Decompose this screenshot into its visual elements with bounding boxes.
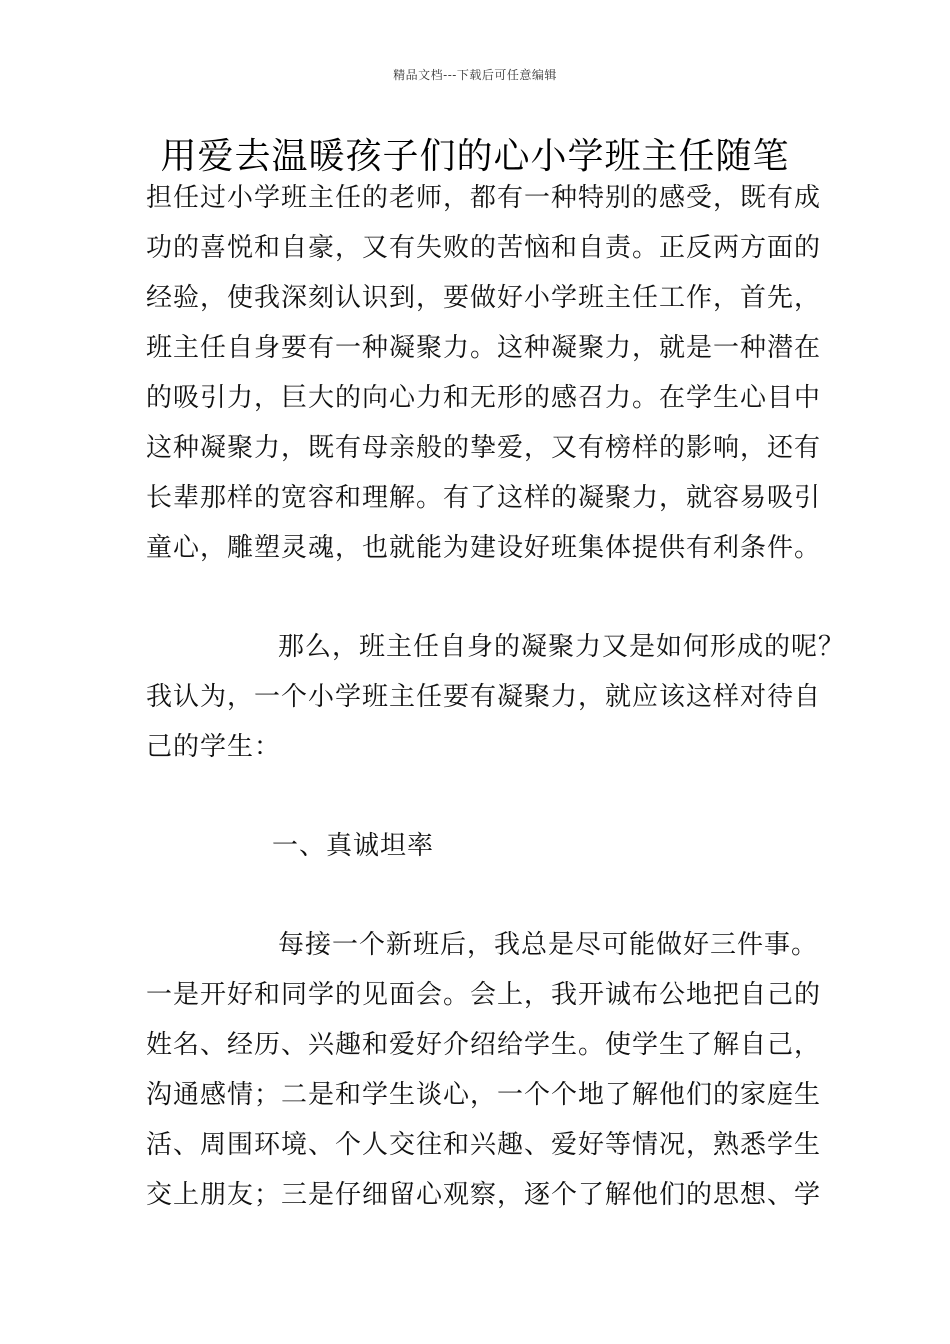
paragraph-line: 的吸引力，巨大的向心力和无形的感召力。在学生心目中 [146, 383, 822, 413]
paragraph-line: 姓名、经历、兴趣和爱好介绍给学生。使学生了解自己， [146, 1030, 822, 1060]
paragraph-line: 童心，雕塑灵魂，也就能为建设好班集体提供有利条件。 [146, 533, 822, 563]
section-heading: 一、真诚坦率 [272, 831, 435, 861]
paragraph-line: 活、周围环境、个人交往和兴趣、爱好等情况，熟悉学生 [146, 1130, 822, 1160]
paragraph-line: 功的喜悦和自豪，又有失败的苦恼和自责。正反两方面的 [146, 233, 822, 263]
paragraph-line: 经验，使我深刻认识到，要做好小学班主任工作，首先， [146, 283, 822, 313]
paragraph-line: 担任过小学班主任的老师，都有一种特别的感受，既有成 [146, 183, 822, 213]
paragraph-line: 这种凝聚力，既有母亲般的挚爱，又有榜样的影响，还有 [146, 433, 822, 463]
paragraph-line: 每接一个新班后，我总是尽可能做好三件事。 [278, 930, 819, 960]
paragraph-line: 那么，班主任自身的凝聚力又是如何形成的呢？ [278, 632, 846, 662]
document-title: 用爱去温暖孩子们的心小学班主任随笔 [160, 136, 790, 177]
paragraph-line: 我认为，一个小学班主任要有凝聚力，就应该这样对待自 [146, 682, 822, 712]
paragraph-line: 一是开好和同学的见面会。会上，我开诚布公地把自己的 [146, 980, 822, 1010]
header-note: 精品文档---下载后可任意编辑 [393, 68, 557, 82]
paragraph-line: 班主任自身要有一种凝聚力。这种凝聚力，就是一种潜在 [146, 333, 822, 363]
paragraph-line: 交上朋友；三是仔细留心观察，逐个了解他们的思想、学 [146, 1180, 822, 1210]
paragraph-line: 己的学生： [146, 732, 282, 762]
paragraph-line: 长辈那样的宽容和理解。有了这样的凝聚力，就容易吸引 [146, 483, 822, 513]
paragraph-line: 沟通感情；二是和学生谈心，一个个地了解他们的家庭生 [146, 1080, 822, 1110]
